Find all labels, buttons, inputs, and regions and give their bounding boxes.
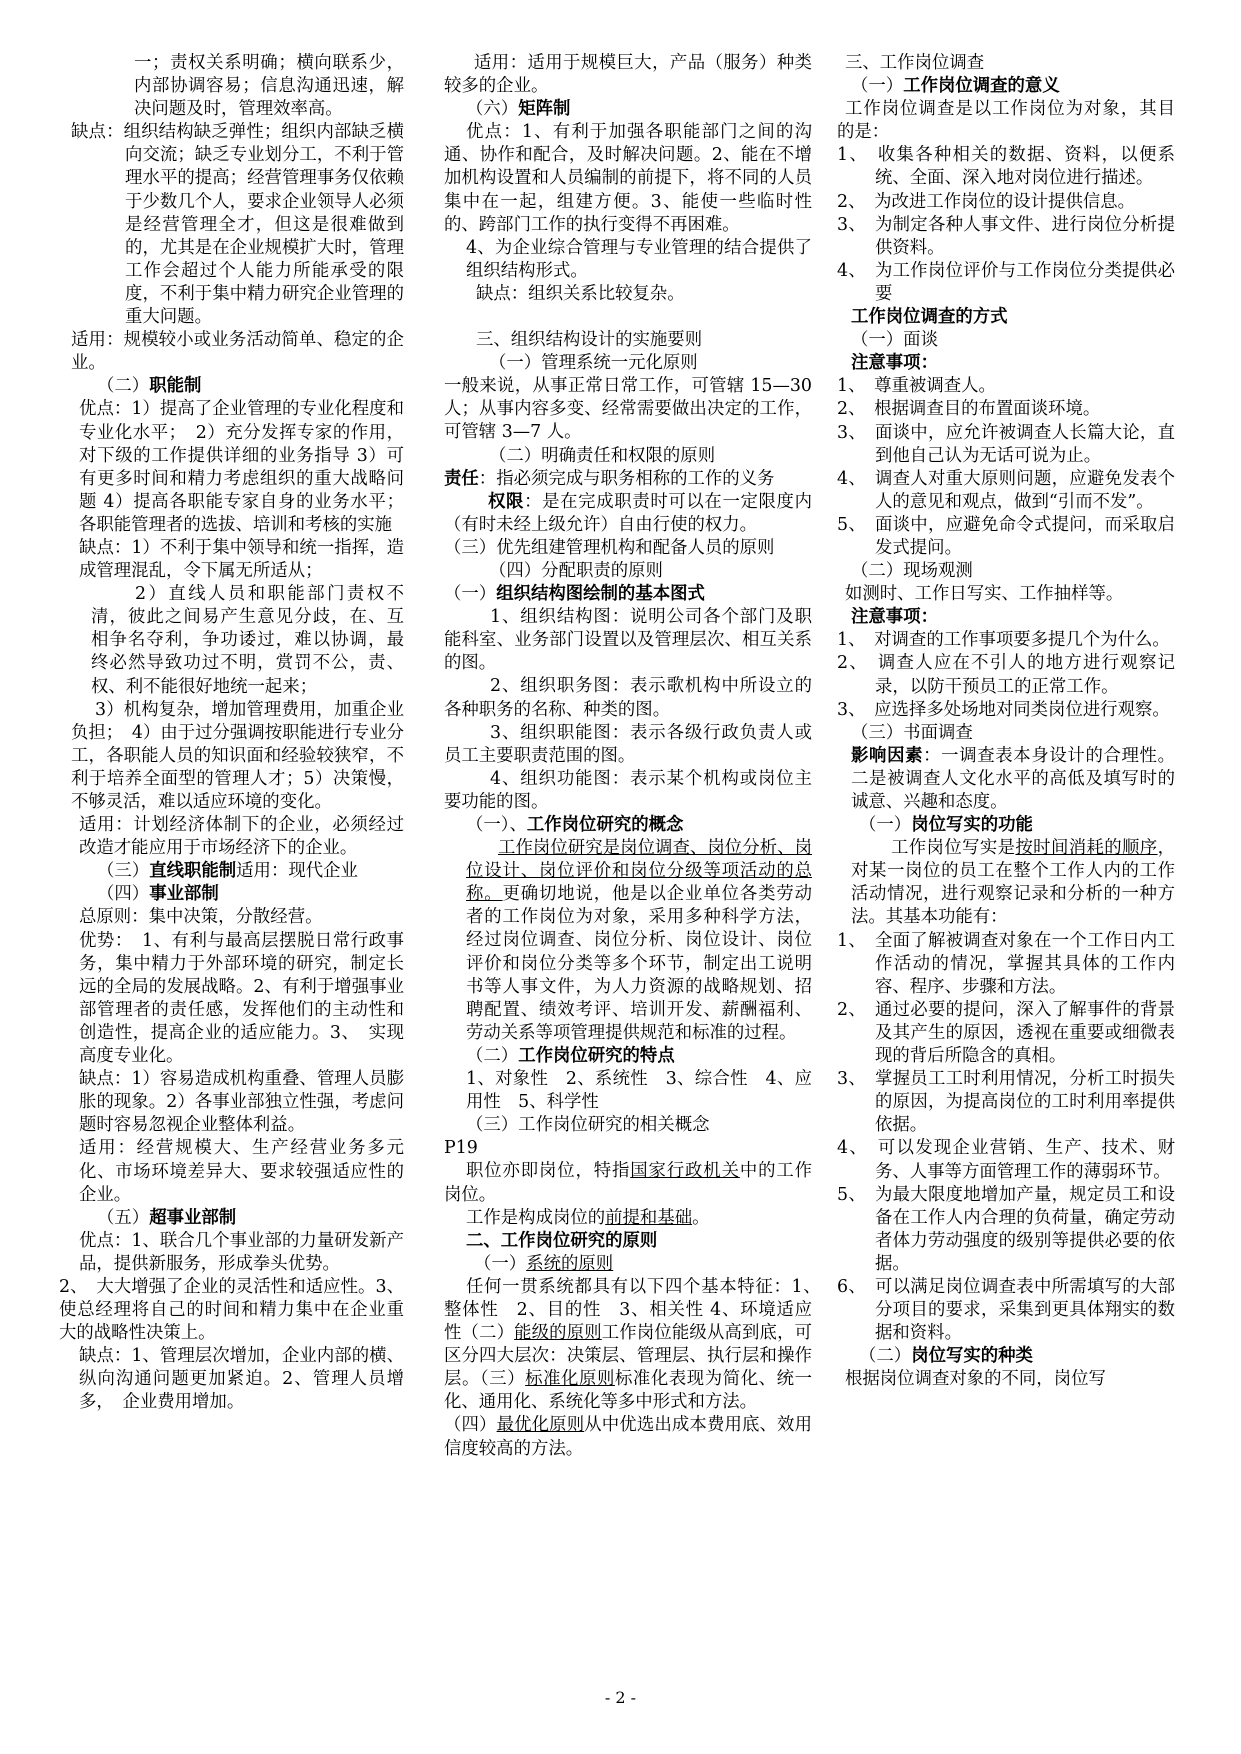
text-block: 权限：是在完成职责时可以在一定限度内（有时未经上级允许）自由行使的权力。: [444, 491, 812, 535]
text-block: 工作岗位调查是以工作岗位为对象，其目的是：: [837, 99, 1175, 143]
text-block: （四）最优化原则从中优选出成本费用底、效用信度较高的方法。: [444, 1415, 812, 1459]
text-block: 缺点：组织结构缺乏弹性；组织内部缺乏横向交流；缺乏专业划分工，不利于管理水平的提高；经营管理事务仅依赖于少数几个人，要求企业领导人必须是经营管理全才，但这是很难做到的，尤其是在企业规模扩大时，管理工作会超过个人能力所能承受的限度，不利于集中精力研究企业管理的重大问题。: [71, 122, 404, 328]
text-block: （二）明确责任和权限的原则: [489, 445, 716, 466]
text-block: 职位亦即岗位，特指国家行政机关中的工作岗位。: [444, 1161, 812, 1205]
section-heading: 三、工作岗位调查: [845, 53, 985, 73]
text-block: （三）工作岗位研究的相关概念: [466, 1115, 710, 1136]
section-heading: （三）直线职能制适用：现代企业: [97, 861, 358, 882]
page-number: - 2 -: [604, 1688, 637, 1707]
list-item: 2、 调查人应在不引人的地方进行观察记录，以防干预员工的正常工作。: [837, 653, 1175, 697]
section-heading: （一）、工作岗位研究的概念: [466, 815, 684, 835]
list-item: 3、 为制定各种人事文件、进行岗位分析提供资料。: [837, 214, 1175, 258]
text-block: 适用：经营规模大、生产经营业务多元化、市场环境差异大、要求较强适应性的企业。: [79, 1138, 404, 1205]
text-block: 优点：1）提高了企业管理的专业化程度和专业化水平； 2）充分发挥专家的作用，对下级的工作提供详细的业务指导 3）可有更多时间和精力考虑组织的重大战略问题 4）提高各职能专家自身的业务水平；各职能管理者的选拔、培训和考核的实施: [79, 399, 404, 535]
text-block: 缺点：1、管理层次增加，企业内部的横、纵向沟通问题更加紧迫。2、管理人员增多， 企业费用增加。: [79, 1346, 404, 1413]
list-item: 2、 为改进工作岗位的设计提供信息。: [837, 191, 1136, 212]
section-heading: 二、工作岗位研究的原则: [466, 1230, 658, 1251]
section-heading: （一）组织结构图绘制的基本图式: [444, 584, 705, 605]
list-item: 6、 可以满足岗位调查表中所需填写的大部分项目的要求，采集到更具体翔实的数据和资料。: [837, 1276, 1175, 1344]
list-item: 4、 调查人对重大原则问题，应避免发表个人的意见和观点，做到“引而不发”。: [837, 468, 1175, 512]
list-item: 5、 面谈中，应避免命令式提问，而采取启发式提问。: [837, 514, 1175, 558]
text-block: P19: [444, 1138, 478, 1159]
observation-notes-list: [837, 629, 1175, 721]
section-heading: （五）超事业部制: [97, 1207, 237, 1228]
column-3: [837, 52, 1175, 1391]
list-item: 1、 尊重被调查人。: [837, 376, 996, 397]
text-block: （三）优先组建管理机构和配备人员的原则: [444, 537, 775, 558]
text-block: 三、组织结构设计的实施要则: [476, 330, 703, 351]
text-block: （一）管理系统一元化原则: [489, 353, 698, 374]
text-block: （一）面谈: [851, 330, 938, 351]
section-heading: 注意事项：: [851, 353, 938, 374]
text-block: 根据岗位调查对象的不同，岗位写: [845, 1369, 1106, 1390]
section-heading: （一）岗位写实的功能: [859, 815, 1033, 836]
section-heading: （二）岗位写实的种类: [859, 1346, 1033, 1367]
text-block: 2、组织职务图：表示歌机构中所设立的各种职务的名称、种类的图。: [444, 676, 812, 720]
text-block: 责任：指必须完成与职务相称的工作的义务: [444, 468, 775, 489]
text-block: 任何一贯系统都具有以下四个基本特征：1、 整体性 2、目的性 3、相关性 4、环境适应性（二）能级的原则工作岗位能级从高到底，可区分四大层次：决策层、管理层、执行层和操作层。（三）标准化原则标准化表现为简化、统一化、通用化、系统化等多中形式和方法。: [444, 1276, 830, 1413]
text-block: 工作岗位写实是按时间消耗的顺序，对某一岗位的员工在整个工作人内的工作活动情况，进行观察记录和分析的一种方法。其基本功能有：: [851, 838, 1175, 928]
text-block: 适用：计划经济体制下的企业，必须经过改造才能应用于市场经济下的企业。: [79, 815, 404, 859]
text-block: 缺点：1）不利于集中领导和统一指挥，造成管理混乱，令下属无所适从；: [79, 537, 404, 582]
text-block: （一）系统的原则: [474, 1253, 614, 1274]
section-heading: （二）职能制: [97, 376, 202, 397]
interview-notes-list: [837, 375, 1175, 560]
list-item: 5、 为最大限度地增加产量，规定员工和设备在工作人内合理的负荷量，确定劳动者体力劳动强度的级别等提供必要的依据。: [837, 1184, 1175, 1274]
text-block: （四）分配职责的原则: [489, 560, 663, 581]
column-2: [444, 52, 830, 1461]
list-item: 1、 对调查的工作事项要多提几个为什么。: [837, 630, 1170, 651]
text-block: （二）现场观测: [851, 561, 973, 582]
text-block: 优点：1、有利于加强各职能部门之间的沟通、协作和配合，及时解决问题。2、能在不增加机构设置和人员编制的前提下，将不同的人员集中在一起，组建方便。3、能使一些临时性的、跨部门工作的执行变得不再困难。: [444, 122, 812, 235]
text-block: 2、 大大增强了企业的灵活性和适应性。3、使总经理将自己的时间和精力集中在企业重大的战略性决策上。: [59, 1276, 404, 1344]
text-block: 适用：适用于规模巨大，产品（服务）种类较多的企业。: [444, 53, 812, 97]
text-block: 总原则：集中决策，分散经营。: [79, 907, 323, 928]
list-item: 1、 全面了解被调查对象在一个工作日内工作活动的情况，掌握其具体的工作内容、程序、步骤和方法。: [837, 930, 1175, 997]
list-item: 3、 应选择多处场地对同类岗位进行观察。: [837, 699, 1170, 720]
text-block: 如测时、工作日写实、工作抽样等。: [845, 584, 1124, 605]
function-list: [837, 930, 1175, 1346]
section-heading: 注意事项：: [851, 607, 938, 628]
text-block: 1、组织结构图：说明公司各个部门及职能科室、业务部门设置以及管理层次、相互关系的图。: [444, 607, 812, 674]
text-block: 一；责权关系明确；横向联系少，内部协调容易；信息沟通迅速，解决问题及时，管理效率高。: [134, 53, 404, 120]
text-block: 适用：规模较小或业务活动简单、稳定的企业。: [71, 330, 404, 374]
text-block: 3）机构复杂，增加管理费用，加重企业负担； 4）由于过分强调按职能进行专业分工，各职能人员的知识面和经验较狭窄，不利于培养全面型的管理人才；5）决策慢，不够灵活，难以适应环境的变化。: [71, 699, 404, 812]
text-block: 影响因素：一调查表本身设计的合理性。二是被调查人文化水平的高低及填写时的诚意、兴趣和态度。: [851, 745, 1175, 812]
list-item: 4、 为工作岗位评价与工作岗位分类提供必要: [837, 260, 1175, 304]
section-heading: （四）事业部制: [97, 884, 219, 905]
section-heading: （一）工作岗位调查的意义: [851, 76, 1060, 97]
section-heading: （二）工作岗位研究的特点: [466, 1045, 675, 1066]
purpose-list: [837, 144, 1175, 306]
text-block: 一般来说，从事正常日常工作，可管辖 15—30 人；从事内容多变、经常需要做出决定的工作，可管辖 3—7 人。: [444, 376, 812, 443]
text-block: 2）直线人员和职能部门责权不清，彼此之间易产生意见分歧，在、互相争名夺利，争功诿过，难以协调，最终必然导致功过不明，赏罚不公，责、权、利不能很好地统一起来；: [91, 584, 404, 697]
section-heading: 工作岗位调查的方式: [851, 307, 1008, 328]
text-block: 1、对象性 2、系统性 3、综合性 4、应用性 5、科学性: [466, 1069, 812, 1113]
text-block: 工作是构成岗位的前提和基础。: [466, 1207, 710, 1228]
text-block: 3、组织职能图：表示各级行政负责人或员工主要职责范围的图。: [444, 722, 812, 766]
section-heading: （六）矩阵制: [466, 99, 571, 120]
text-block: 缺点：组织关系比较复杂。: [476, 283, 685, 304]
list-item: 1、 收集各种相关的数据、资料，以便系统、全面、深入地对岗位进行描述。: [837, 145, 1175, 189]
list-item: 2、 根据调查目的布置面谈环境。: [837, 399, 1101, 420]
text-block: 优势： 1、有利与最高层摆脱日常行政事务，集中精力于外部环境的研究，制定长远的全局的发展战略。2、有利于增强事业部管理者的责任感，发挥他们的主动性和创造性，提高企业的适应能力。3、 实现高度专业化。: [79, 930, 404, 1067]
list-item: 3、 面谈中，应允许被调查人长篇大论，直到他自己认为无话可说为止。: [837, 422, 1175, 466]
text-block: 缺点：1）容易造成机构重叠、管理人员膨胀的现象。2）各事业部独立性强，考虑问题时容易忽视企业整体利益。: [79, 1069, 404, 1136]
text-block: 4、为企业综合管理与专业管理的结合提供了组织结构形式。: [466, 237, 812, 281]
list-item: 2、 通过必要的提问，深入了解事件的背景及其产生的原因，透视在重要或细微表现的背后所隐含的真相。: [837, 999, 1175, 1067]
text-block: 工作岗位研究是岗位调查、岗位分析、岗位设计、岗位评价和岗位分级等项活动的总称。更确切地说，他是以企业单位各类劳动者的工作岗位为对象，采用多种科学方法，经过岗位调查、岗位分析、岗位设计、岗位评价和岗位分类等多个环节，制定出工说明书等人事文件，为人力资源的战略规划、招聘配置、绩效考评、培训开发、薪酬福利、劳动关系等项管理提供规范和标准的过程。: [466, 838, 812, 1043]
list-item: 4、 可以发现企业营销、生产、技术、财务、人事等方面管理工作的薄弱环节。: [837, 1138, 1175, 1182]
text-block: （三）书面调查: [851, 722, 973, 743]
text-block: 优点：1、联合几个事业部的力量研发新产品，提供新服务，形成拳头优势。: [79, 1230, 404, 1274]
list-item: 3、 掌握员工工时利用情况，分析工时损失的原因，为提高岗位的工时利用率提供依据。: [837, 1069, 1175, 1136]
text-block: 4、组织功能图：表示某个机构或岗位主要功能的图。: [444, 768, 812, 812]
column-1: [59, 52, 404, 1415]
